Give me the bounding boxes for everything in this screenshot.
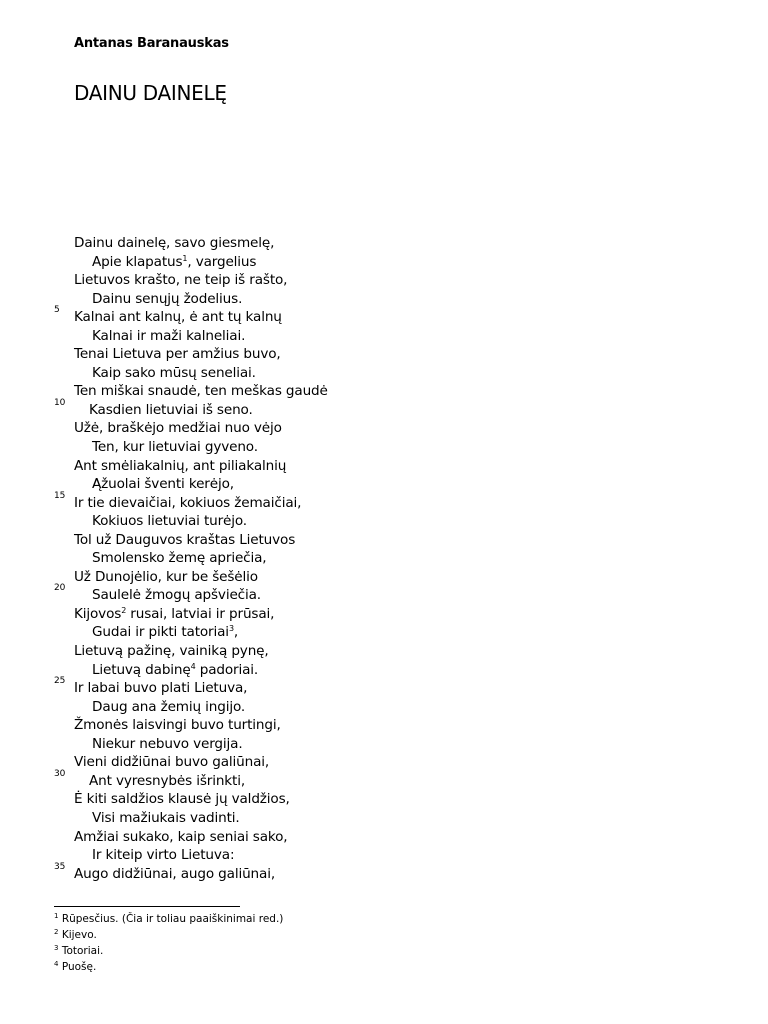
poem-line-text [74,328,245,344]
line-text: Apie klapatus [92,253,183,270]
poem-line-text [74,550,266,566]
poem-line [74,698,714,717]
poem-line [54,397,714,420]
poem-line-text [74,346,281,362]
poem-line-text [74,606,274,622]
footnote-ref: 1 [182,253,188,263]
line-text: Kaip sako mūsų seneliai. [92,364,256,381]
poem-line-text [74,383,328,399]
poem-line-text [74,458,286,474]
poem-line [74,327,714,346]
line-text: Ten, kur lietuviai gyveno. [92,439,258,456]
poem-line [74,271,714,290]
poem-line [54,490,714,513]
poem-line [74,642,714,661]
poem-title: DAINU DAINELĘ [74,81,227,105]
poem-body [54,234,714,883]
poem-line-text [74,643,269,659]
poem-line-text [74,476,234,492]
poem-line [74,475,714,494]
poem-line [74,605,714,624]
poem-line [54,305,714,327]
line-text: Kalnai ir maži kalneliai. [92,327,246,344]
footnote-ref: 3 [228,624,234,634]
line-number: 5 [54,305,60,316]
poem-line [54,861,714,884]
poem-line-text [74,810,240,826]
poem-line [74,716,714,735]
footnote-ref: 4 [190,661,196,671]
line-text: Daug ana žemių ingijo. [92,698,246,715]
poem-line [74,419,714,438]
poem-line [74,531,714,550]
poem-line-text [74,513,247,529]
poem-line-text [74,829,287,845]
poem-line-text [74,773,245,789]
line-text-after: padoriai. [195,661,259,678]
line-text: Žmonės laisvingi buvo turtingi, [74,717,281,734]
poem-line [74,661,714,680]
footnote-number: 2 [54,928,59,936]
footnote-divider [54,906,240,907]
line-text: Kijovos [74,605,122,622]
poem-line [74,568,714,587]
poem-line-text [74,291,242,307]
footnote-text: Rūpesčius. (Čia ir toliau paaiškinimai red.) [61,913,284,925]
footnote [54,960,283,976]
poem-line [74,735,714,754]
footnote-text: Kijevo. [61,929,97,941]
line-text: Kokiuos lietuviai turėjo. [92,513,247,530]
footnote [54,944,283,960]
poem-line [74,457,714,476]
line-text: Amžiai sukako, kaip seniai sako, [74,828,288,845]
footnote-number: 3 [54,944,59,952]
poem-line-text [74,254,256,270]
line-text-after: , vargelius [187,253,257,270]
footnote-text: Totoriai. [61,945,104,957]
poem-line-text [74,624,238,640]
line-text: Ė kiti saldžios klausė jų valdžios, [74,791,290,808]
footnote [54,928,283,944]
line-text: Ten miškai snaudė, ten meškas gaudė [74,383,328,400]
footnote [54,912,283,928]
poem-line [74,364,714,383]
poem-line-text [74,420,282,436]
poem-line [74,345,714,364]
poem-line-text [74,866,275,882]
poem-line-text [74,680,247,696]
poem-line [54,676,714,698]
poem-line-text [74,365,256,381]
poem-line-text [74,402,253,418]
line-text: Ir kiteip virto Lietuva: [92,847,235,864]
footnote-number: 1 [54,912,59,920]
poem-line [74,828,714,847]
line-text: Ir labai buvo plati Lietuva, [74,680,248,697]
line-text: Dainu dainelę, savo giesmelę, [74,235,275,251]
poem-line-text [74,662,258,678]
line-text: Kalnai ant kalnų, ė ant tų kalnų [74,309,282,326]
line-text: Tol už Dauguvos kraštas Lietuvos [74,531,296,548]
line-number: 20 [54,583,66,594]
line-text: Ant vyresnybės išrinkti, [89,772,245,789]
poem-line [74,809,714,828]
line-number: 10 [54,397,66,408]
line-number: 15 [54,490,66,501]
poem-line-text [74,699,245,715]
footnote-text: Puošę. [61,961,97,973]
line-text: Gudai ir pikti tatoriai [92,624,229,641]
poem-line [54,583,714,605]
line-text: Lietuvą dabinę [92,661,191,678]
line-text: Smolensko žemę apriečia, [92,550,267,567]
line-text: Tenai Lietuva per amžius buvo, [74,346,281,363]
line-text: Dainu senųjų žodelius. [92,290,243,307]
line-text: Vieni didžiūnai buvo galiūnai, [74,754,270,771]
poem-line-text [74,272,287,288]
poem-line-text [74,847,234,863]
poem-line-text [74,569,258,585]
poem-line [74,623,714,642]
poem-line-text [74,587,261,603]
line-text: Ant smėliakalnių, ant piliakalnių [74,457,287,474]
poem-line-text [74,532,295,548]
poem-line [74,846,714,865]
poem-line-text [74,754,269,770]
poem-line [74,290,714,309]
line-text: Niekur nebuvo vergija. [92,735,243,752]
poem-line [74,438,714,457]
poem-line-text [74,791,290,807]
poem-line [74,753,714,772]
line-text-after: rusai, latviai ir prūsai, [126,605,275,622]
footnote-number: 4 [54,960,59,968]
poem-line [74,790,714,809]
line-number: 35 [54,861,66,872]
line-text-after: , [233,624,239,641]
footnotes [54,912,283,976]
poem-line-text [74,439,258,455]
line-text: Kasdien lietuviai iš seno. [89,401,253,418]
line-text: Visi mažiukais vadinti. [92,809,240,826]
line-text: Už Dunojėlio, kur be šešėlio [74,568,258,585]
poem-line-text [74,717,281,733]
poem-line-text [74,736,243,752]
footnote-ref: 2 [121,605,127,615]
poem-line-text [74,495,301,511]
line-number: 30 [54,768,66,779]
line-text: Augo didžiūnai, augo galiūnai, [74,865,275,882]
line-text: Ąžuolai šventi kerėjo, [92,476,234,493]
poem-line [74,549,714,568]
line-text: Lietuvos krašto, ne teip iš rašto, [74,272,288,289]
poem-line-text [74,309,282,325]
line-text: Ir tie dievaičiai, kokiuos žemaičiai, [74,494,302,511]
poem-line [74,253,714,272]
line-number: 25 [54,676,66,687]
poem-line [74,382,714,401]
line-text: Lietuvą pažinę, vainiką pynę, [74,643,269,660]
poem-line [74,234,714,253]
poem-line [74,512,714,531]
line-text: Saulelė žmogų apšviečia. [92,587,261,604]
line-text: Užė, braškėjo medžiai nuo vėjo [74,420,282,437]
poem-line [54,768,714,791]
author-name: Antanas Baranauskas [74,36,229,51]
poem-line-text [74,235,274,251]
